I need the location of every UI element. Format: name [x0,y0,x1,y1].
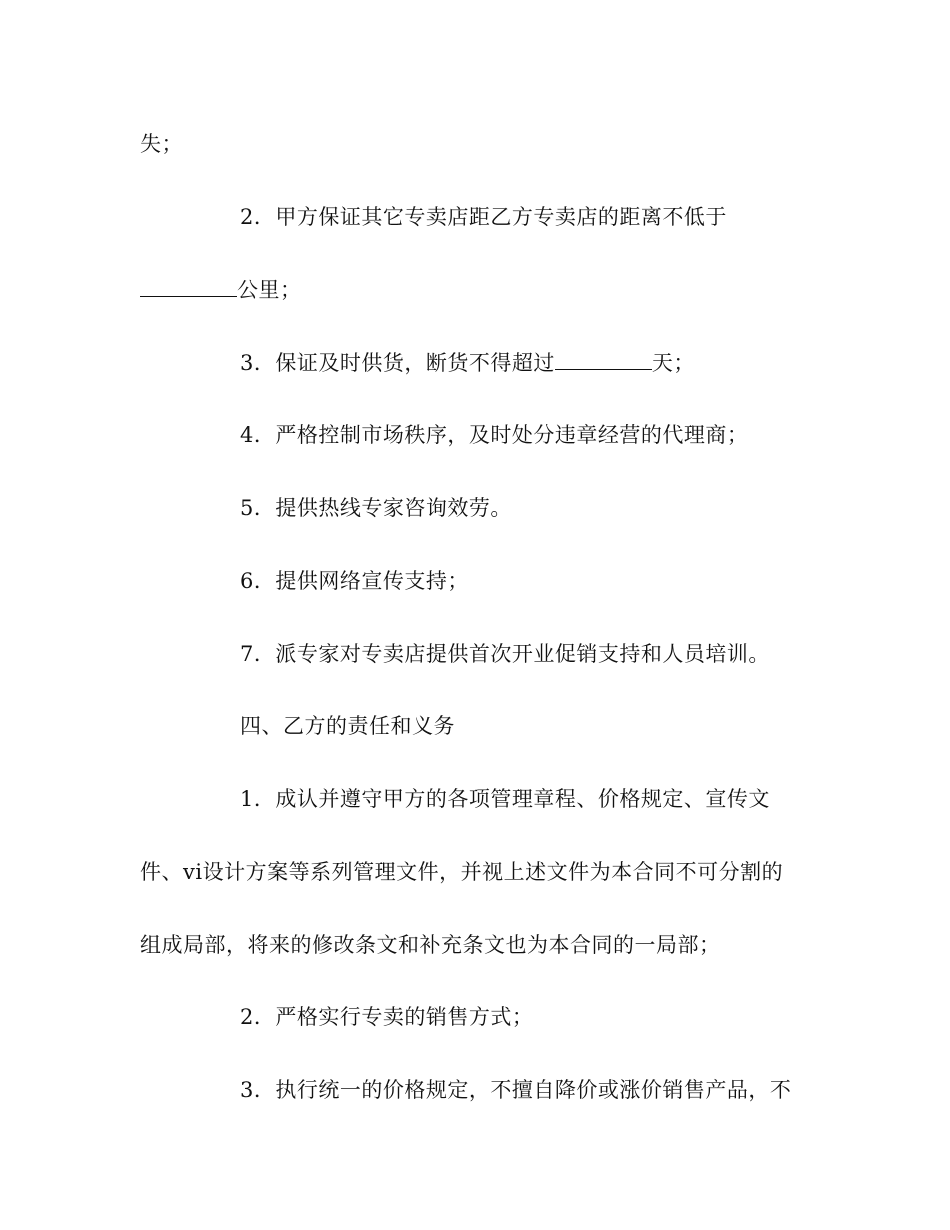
line-text: 4．严格控制市场秩序，及时处分违章经营的代理商； [240,423,749,447]
text-line [140,931,721,959]
text-line [240,349,695,377]
line-text: 6．提供网络宣传支持； [240,569,469,593]
line-text: 2．甲方保证其它专卖店距乙方专卖店的距离不低于 [240,205,727,229]
text-line [240,640,770,668]
fill-in-blank [555,351,652,370]
line-text: 天； [651,351,695,375]
line-text: 7．派专家对专卖店提供首次开业促销支持和人员培训。 [240,642,770,666]
line-text: 5．提供热线专家咨询效劳。 [240,496,512,520]
text-line [240,494,512,522]
line-text: 1．成认并遵守甲方的各项管理章程、价格规定、宣传文 [240,787,770,811]
text-line [140,276,302,304]
line-text: 组成局部，将来的修改条文和补充条文也为本合同的一局部； [140,933,721,957]
text-line [240,421,748,449]
text-line [140,130,183,158]
fill-in-blank [140,278,237,297]
text-line [240,567,469,595]
text-line [140,858,783,886]
text-line [240,1003,533,1031]
text-line [240,1076,791,1104]
section-heading [240,712,455,740]
text-line [240,203,727,231]
text-line [240,785,770,813]
line-text: 2．严格实行专卖的销售方式； [240,1005,534,1029]
line-text: 3．保证及时供货，断货不得超过 [240,351,555,375]
line-text: 3．执行统一的价格规定，不擅自降价或涨价销售产品，不 [240,1078,792,1102]
line-text: 公里； [237,278,302,302]
line-text: 失； [140,132,183,156]
line-text: 件、vi设计方案等系列管理文件，并视上述文件为本合同不可分割的 [140,860,784,884]
line-text: 四、乙方的责任和义务 [240,714,455,738]
